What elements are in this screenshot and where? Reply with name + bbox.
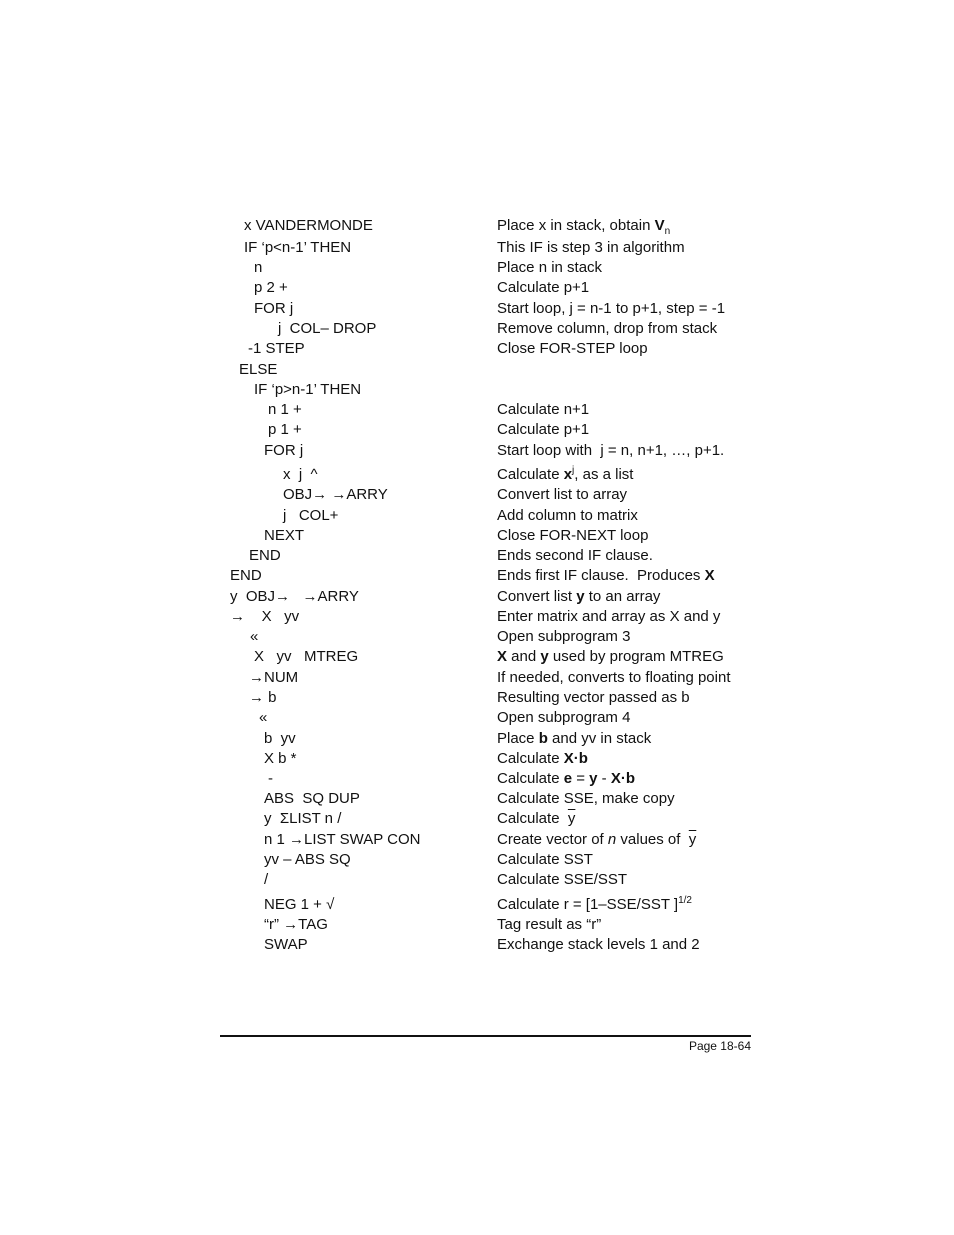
listing-row [0, 238, 954, 258]
comment-line: Calculate $x^j$, as a list [497, 465, 634, 483]
code-line: p 1 + [268, 421, 302, 438]
listing-row [0, 485, 954, 505]
code-line: FOR j [254, 300, 294, 317]
comment-line: Calculate $\overline{y}$ [497, 810, 576, 827]
code-line: NEG 1 + √ [264, 896, 335, 913]
comment-line: Calculate e = y - X·b [497, 770, 636, 787]
comment-line: Close FOR-STEP loop [497, 340, 648, 357]
listing-row [0, 258, 954, 278]
code-line: y OBJ→ →ARRY [230, 588, 359, 605]
code-line: IF ‘p<n-1’ THEN [244, 239, 352, 256]
code-line: - [268, 770, 273, 787]
footer-rule [220, 1035, 751, 1037]
code-line: n [254, 259, 263, 276]
code-line: →NUM [249, 669, 299, 686]
listing-row [0, 566, 954, 586]
code-line: j COL+ [283, 507, 339, 524]
code-line: IF ‘p>n-1’ THEN [254, 381, 362, 398]
code-line: « [259, 709, 268, 726]
listing-row [0, 465, 954, 485]
listing-row [0, 850, 954, 870]
comment-line: Calculate n+1 [497, 401, 590, 418]
comment-line: Ends second IF clause. [497, 547, 653, 564]
comment-line: Remove column, drop from stack [497, 320, 718, 337]
listing-row [0, 420, 954, 440]
listing-row [0, 627, 954, 647]
comment-line: Calculate r = [1–SSE/SST ]$^{1/2}$ [497, 895, 692, 913]
listing-row [0, 749, 954, 769]
code-line: n 1 + [268, 401, 302, 418]
comment-line: If needed, converts to floating point [497, 669, 731, 686]
code-line: n 1 →LIST SWAP CON [264, 831, 421, 848]
comment-line: Calculate p+1 [497, 279, 590, 296]
listing-row [0, 526, 954, 546]
code-line: p 2 + [254, 279, 288, 296]
listing-row [0, 546, 954, 566]
comment-line: Exchange stack levels 1 and 2 [497, 936, 700, 953]
comment-line: Calculate p+1 [497, 421, 590, 438]
code-line: END [249, 547, 281, 564]
comment-line: Tag result as “r” [497, 916, 602, 933]
code-line: → b [249, 689, 277, 706]
code-line: -1 STEP [248, 340, 305, 357]
comment-line: Start loop with j = n, n+1, …, p+1. [497, 442, 725, 459]
comment-line: Calculate SSE/SST [497, 871, 628, 888]
comment-line: Resulting vector passed as b [497, 689, 690, 706]
comment-line: Convert list to array [497, 486, 628, 503]
comment-line: Place n in stack [497, 259, 603, 276]
page-number: Page 18-64 [688, 1039, 751, 1053]
listing-row [0, 647, 954, 667]
code-line: « [250, 628, 259, 645]
code-line: NEXT [264, 527, 305, 544]
comment-line: Add column to matrix [497, 507, 638, 524]
comment-line: Ends first IF clause. Produces X [497, 567, 715, 584]
code-line: j COL– DROP [278, 320, 377, 337]
listing-row [0, 216, 954, 236]
listing-row [0, 587, 954, 607]
code-line: “r” →TAG [264, 916, 328, 933]
comment-line: Place x in stack, obtain $V_n$ [497, 217, 671, 237]
code-line: X yv MTREG [254, 648, 359, 665]
code-line: y ΣLIST n / [264, 810, 342, 827]
code-line: x j ^ [283, 466, 318, 483]
listing-row [0, 769, 954, 789]
comment-line: X and y used by program MTREG [497, 648, 724, 665]
listing-row [0, 319, 954, 339]
listing-row [0, 809, 954, 829]
code-line: / [264, 871, 269, 888]
listing-row [0, 935, 954, 955]
listing-row [0, 360, 954, 380]
listing-row [0, 688, 954, 708]
code-line: SWAP [264, 936, 308, 953]
listing-row [0, 895, 954, 915]
listing-row [0, 339, 954, 359]
listing-row [0, 607, 954, 627]
code-line: ELSE [239, 361, 278, 378]
comment-line: This IF is step 3 in algorithm [497, 239, 685, 256]
code-line: → X yv [230, 608, 300, 625]
listing-row [0, 380, 954, 400]
comment-line: Start loop, j = n-1 to p+1, step = -1 [497, 300, 726, 317]
comment-line: Open subprogram 3 [497, 628, 631, 645]
comment-line: Create vector of n values of $\overline{y}$ [497, 831, 697, 848]
comment-line: Enter matrix and array as X and y [497, 608, 721, 625]
code-line: ABS SQ DUP [264, 790, 360, 807]
listing-row [0, 915, 954, 935]
listing-row [0, 830, 954, 850]
code-line: FOR j [264, 442, 304, 459]
listing-row [0, 668, 954, 688]
comment-line: Calculate SSE, make copy [497, 790, 675, 807]
listing-row [0, 506, 954, 526]
listing-row [0, 708, 954, 728]
listing-row [0, 789, 954, 809]
code-line: END [230, 567, 262, 584]
listing-row [0, 729, 954, 749]
code-line: yv – ABS SQ [264, 851, 351, 868]
listing-row [0, 441, 954, 461]
listing-row [0, 278, 954, 298]
code-line: OBJ→ →ARRY [283, 486, 388, 503]
comment-line: Calculate SST [497, 851, 593, 868]
code-line: x VANDERMONDE [244, 217, 373, 234]
comment-line: Place b and yv in stack [497, 730, 652, 747]
comment-line: Convert list y to an array [497, 588, 661, 605]
code-line: b yv [264, 730, 296, 747]
listing-row [0, 299, 954, 319]
listing-row [0, 400, 954, 420]
code-line: X b * [264, 750, 297, 767]
comment-line: Calculate X·b [497, 750, 588, 767]
comment-line: Open subprogram 4 [497, 709, 631, 726]
comment-line: Close FOR-NEXT loop [497, 527, 649, 544]
listing-row [0, 870, 954, 890]
